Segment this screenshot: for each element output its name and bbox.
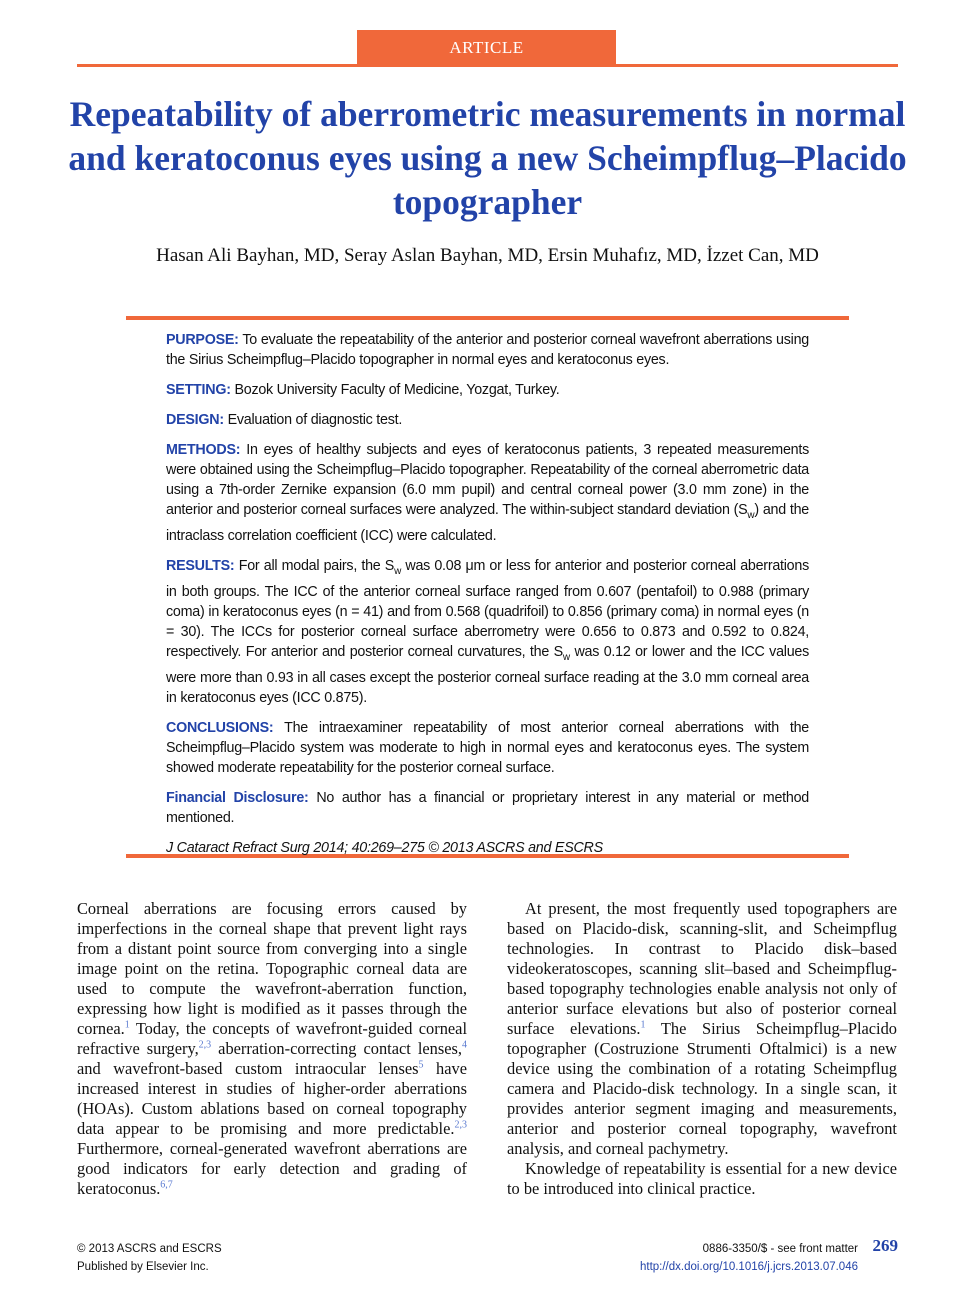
author-list: Hasan Ali Bayhan, MD, Seray Aslan Bayhan, MD, Ersin Muhafız, MD, İzzet Can, MD — [156, 245, 819, 266]
topographers-text-2: The Sirius Scheimpflug–Placido topographer (Costruzione Strumenti Oftalmici) is a new device using the combination of a rotating Scheimpflug camera and Placido-disk technology. In a single scan, it provides anterior segment imaging and measurements, anterior and posterior corneal topography, wavefront analysis, and corneal pachymetry. — [507, 1019, 898, 1158]
intro-text-5: have increased interest in studies of higher-order aberrations (HOAs). Custom ablations based on corneal topography data appear to be promising and more predictable. — [77, 1059, 467, 1138]
results-text-end: was 0.12 or lower and the ICC values were more than 0.93 in all cases except the posterior corneal surface reading at the 3.0 mm corneal area in keratoconus eyes (ICC 0.875). — [166, 643, 809, 706]
disclosure-label: Financial Disclosure: — [166, 789, 309, 806]
setting-text: Bozok University Faculty of Medicine, Yozgat, Turkey. — [234, 382, 560, 398]
methods-text-end: ) and the intraclass correlation coefficient (ICC) were calculated. — [166, 502, 809, 544]
results-label: RESULTS: — [166, 557, 235, 574]
intro-text-3: aberration-correcting contact lenses, — [211, 1039, 462, 1058]
reference-link[interactable]: 2,3 — [454, 1119, 467, 1131]
section-tab: ARTICLE — [357, 30, 616, 66]
page-number: 269 — [872, 1236, 898, 1255]
methods-text: In eyes of healthy subjects and eyes of keratoconus patients, 3 repeated measurements were obtained using the Scheimpflug–Placido topographer. Repeatability of the corneal aberrometric data using a 7th-order Zernike expansion (6.0 mm pupil) and central corneal power (3.0 mm zone) in the anterior and posterior corneal surfaces were analyzed. The within-subject standard deviation (S — [166, 442, 809, 518]
footer-doi-link[interactable]: http://dx.doi.org/10.1016/j.jcrs.2013.07.046 — [639, 1261, 858, 1273]
topographers-text-1: At present, the most frequently used topographers are based on Placido-disk, scanning-slit, and Scheimpflug technologies. In contrast to Placido disk–based videokeratoscopes, scanning slit–based and Scheimpflug-based topography technologies enable analysis not only of anterior surface elevations but also of posterior corneal surface elevations. — [507, 899, 897, 1038]
setting-label: SETTING: — [166, 382, 231, 398]
footer-issn: 0886-3350/$ - see front matter — [702, 1243, 858, 1255]
purpose-label: PURPOSE: — [166, 332, 239, 348]
reference-link[interactable]: 5 — [418, 1059, 424, 1071]
abstract — [166, 330, 809, 868]
disclosure-text: No author has a financial or proprietary interest in any material or method mentioned. — [166, 789, 809, 826]
methods-label: METHODS: — [166, 442, 241, 458]
results-text-mid: was 0.08 μm or less for anterior and posterior corneal aberrations in both groups. The ICC of the anterior corneal surface ranged from 0.607 (pentafoil) to 0.988 (primary coma) in keratoconus eyes (n = 41) and from 0.568 (quadrifoil) to 0.856 (primary coma) in normal eyes (n = 30). The ICCs for posterior corneal surface aberrometry were 0.656 to 0.873 and 0.592 to 0.824, respectively. For anterior and posterior corneal curvatures, the S — [166, 557, 809, 660]
intro-text-1: Corneal aberrations are focusing errors caused by imperfections in the corneal shape that prevent light rays from a distant point source from converging into a single image point on the retina. Topographic corneal data are used to compute the wavefront-aberration function, expressing how light is modified as it passes through the cornea. — [77, 899, 467, 1038]
intro-text-2: Today, the concepts of wavefront-guided corneal refractive surgery, — [77, 1019, 467, 1058]
body-column-right — [507, 899, 897, 1199]
abstract-top-rule — [126, 316, 849, 320]
conclusions-text: The intraexaminer repeatability of most anterior corneal aberrations with the Scheimpflug–Placido system was moderate to high in normal eyes and keratoconus eyes. The system showed moderate repeatability for the posterior corneal surface. — [166, 719, 809, 776]
results-subscript-1: w — [394, 565, 402, 577]
abstract-design — [166, 410, 809, 430]
results-subscript-2: w — [562, 651, 570, 663]
footer-copyright: © 2013 ASCRS and ESCRS — [77, 1243, 222, 1255]
article-title: Repeatability of aberrometric measurements in normal and keratoconus eyes using a new Scheimpflug–Placido topographer — [68, 94, 907, 222]
topographers-paragraph — [507, 899, 897, 1159]
design-text: Evaluation of diagnostic test. — [227, 412, 403, 428]
reference-link[interactable]: 6,7 — [160, 1179, 173, 1191]
results-text: For all modal pairs, the S — [238, 557, 395, 574]
abstract-methods — [166, 440, 809, 546]
abstract-results — [166, 556, 809, 708]
abstract-conclusions — [166, 718, 809, 778]
footer-publisher: Published by Elsevier Inc. — [77, 1261, 209, 1273]
purpose-text: To evaluate the repeatability of the anterior and posterior corneal wavefront aberrations using the Sirius Scheimpflug–Placido topographer in normal eyes and keratoconus eyes. — [166, 332, 809, 368]
methods-subscript: w — [747, 509, 755, 521]
repeatability-paragraph: Knowledge of repeatability is essential for a new device to be introduced into clinical practice. — [507, 1159, 897, 1198]
design-label: DESIGN: — [166, 412, 224, 428]
reference-link[interactable]: 1 — [640, 1019, 646, 1031]
reference-link[interactable]: 2,3 — [198, 1039, 212, 1051]
reference-link[interactable]: 1 — [124, 1019, 130, 1031]
abstract-disclosure — [166, 788, 809, 828]
intro-text-4: and wavefront-based custom intraocular lenses — [77, 1059, 419, 1078]
intro-paragraph — [77, 899, 467, 1199]
reference-link[interactable]: 4 — [461, 1039, 467, 1051]
conclusions-label: CONCLUSIONS: — [166, 719, 274, 736]
abstract-purpose — [166, 330, 809, 370]
journal-citation: J Cataract Refract Surg 2014; 40:269–275 © 2013 ASCRS and ESCRS — [166, 839, 603, 856]
intro-text-6: Furthermore, corneal-generated wavefront aberrations are good indicators for early detection and grading of keratoconus. — [77, 1139, 467, 1198]
abstract-setting — [166, 380, 809, 400]
header-rule — [77, 64, 898, 67]
body-column-left — [77, 899, 467, 1199]
